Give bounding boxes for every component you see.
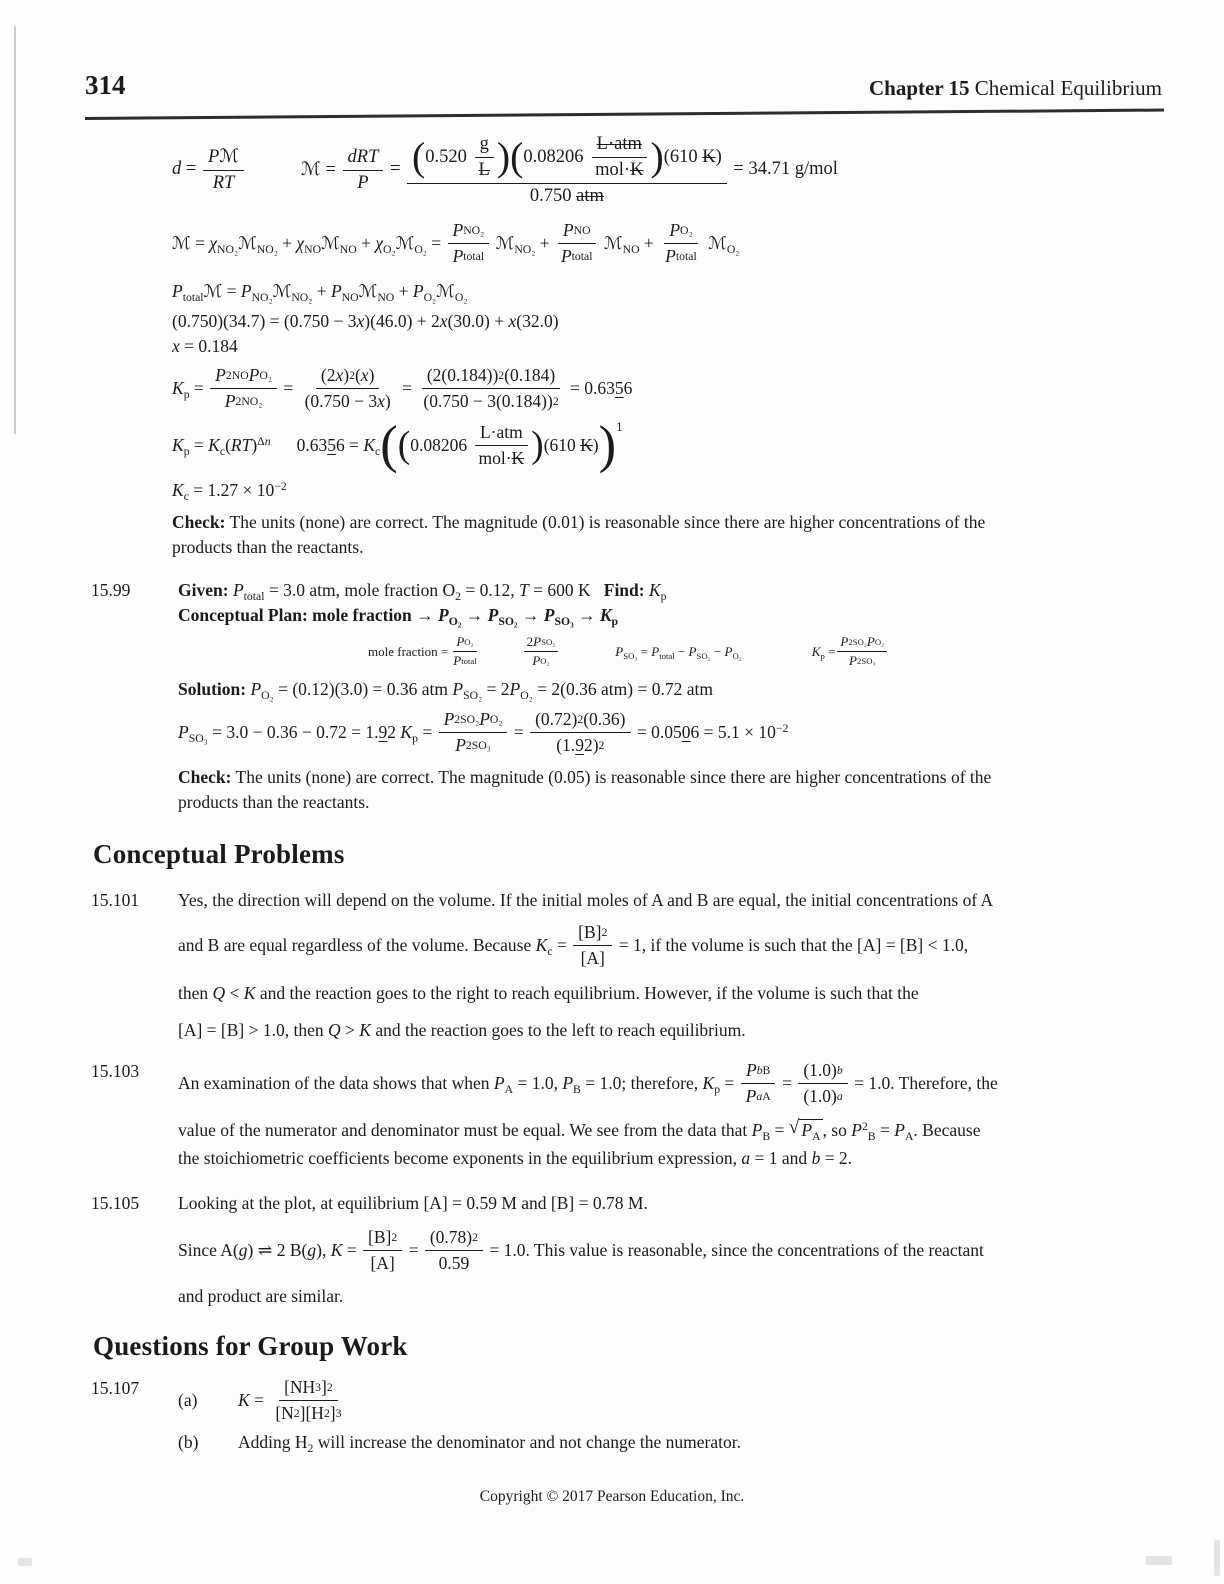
math-text: and B are equal regardless of the volume. Because $K_c$ = <box>178 934 572 958</box>
problem-number: 15.99 <box>91 580 131 600</box>
fraction-denominator: P total <box>452 246 485 266</box>
fraction <box>448 219 490 267</box>
fraction-denominator: P O₂ <box>532 653 550 668</box>
fraction-numerator: [B] 2 <box>573 921 612 946</box>
problem-15-101 <box>85 888 1163 1043</box>
fraction-numerator: P NO₂ <box>448 219 490 244</box>
equation-kp-kc-relation: $K_p = K_c(RT)^{\Delta n}$ $0.6356 = K_c$ ( ( 0.08206 L·atm mol· K ) (610 K) ) 1 <box>172 416 623 474</box>
text-line: and product are similar. <box>178 1286 344 1306</box>
fraction-denominator: P 2 SO₃ <box>849 653 876 668</box>
math-text: = 0.6356 <box>565 377 633 398</box>
math-text: $K_p$ = <box>172 377 209 401</box>
math-text: $K_c = 1.27 \times 10^{-2}$ <box>172 480 287 504</box>
fraction <box>573 921 612 969</box>
fraction-denominator: (1. 9 2) 2 <box>556 735 605 755</box>
fraction-denominator: RT <box>212 173 235 193</box>
page-header <box>85 70 1162 101</box>
problem-body <box>178 1376 742 1456</box>
fraction-numerator: P 2 NO P O₂ <box>210 364 277 389</box>
fraction-denominator: [N 2 ][H 2 ] 3 <box>275 1403 342 1423</box>
fraction-denominator: [A] <box>370 1253 395 1273</box>
solution-line-1: Solution: $P_{O_2} = (0.12)(3.0) = 0.36$ atm $P_{SO_2} = 2P_{O_2} = 2(0.36$ atm) = 0.72 atm <box>178 679 713 703</box>
text-line-with-radical <box>178 1117 998 1144</box>
fraction-denominator: P <box>357 172 369 193</box>
math-text: ℳ = $\chi_{NO_2}ℳ_{NO_2}$ + $\chi_{NO}ℳ_{NO}$ + $\chi_{O_2}ℳ_{O_2}$ = <box>172 232 446 256</box>
math-text: $P_{SO_3} = P_{total} - P_{SO_2} - P_{O_2}$ <box>615 643 742 661</box>
fraction-numerator: P NO <box>558 219 596 244</box>
math-text: = 34.71 g/mol <box>728 159 838 179</box>
math-text: ℳ$_{NO_2}$ + <box>491 232 554 256</box>
fraction-numerator: P O₂ <box>664 219 697 244</box>
part-b <box>178 1432 742 1456</box>
problem-15-107 <box>85 1376 1163 1456</box>
text-line: Looking at the plot, at equilibrium [A] = 0.59 M and [B] = 0.78 M. <box>178 1193 648 1213</box>
fraction <box>837 634 887 669</box>
fraction <box>660 219 702 267</box>
check-line: Check: The units (none) are correct. The magnitude (0.01) is reasonable since there are higher concentrations of the <box>172 512 986 532</box>
fraction-denominator: mol· K <box>595 160 644 180</box>
fraction-numerator: P O₂ <box>453 634 476 652</box>
section-heading-group-work: Questions for Group Work <box>93 1331 408 1361</box>
plan-detail-row <box>368 634 991 669</box>
fraction <box>798 1059 847 1107</box>
scan-smudge <box>1146 1556 1172 1565</box>
fraction-denominator: (0.750 − 3 x ) <box>304 391 391 411</box>
text-line-with-fraction <box>178 921 993 969</box>
part-label: (b) <box>178 1432 199 1452</box>
problem-number: 15.107 <box>91 1378 140 1398</box>
math-text: = <box>397 377 417 398</box>
fraction <box>524 634 559 669</box>
fraction <box>741 1059 776 1107</box>
fraction-numerator: [B] 2 <box>363 1226 402 1251</box>
fraction-numerator: dRT <box>343 146 384 171</box>
fraction-numerator: (0.72) 2 (0.36) <box>530 708 630 733</box>
section-heading-conceptual-problems: Conceptual Problems <box>93 839 345 869</box>
math-text: 0.08206 <box>410 434 472 455</box>
math-text: $K_p = K_c(RT)^{\Delta n}$ <box>172 434 271 458</box>
fraction <box>418 364 563 412</box>
problem-15-103 <box>85 1059 1163 1171</box>
check-line: Check: The units (none) are correct. The magnitude (0.05) is reasonable since there are higher concentrations of the <box>178 767 992 787</box>
radical-icon: √ <box>788 1117 800 1138</box>
math-text: (610 K) <box>543 434 599 455</box>
text-line: then Q < K and the reaction goes to the right to reach equilibrium. However, if the volume is such that the <box>178 983 919 1003</box>
fraction-numerator: L·atm <box>475 421 528 446</box>
fraction-denominator: P a A <box>745 1086 771 1106</box>
math-text: = <box>404 1239 423 1260</box>
fraction <box>530 708 630 756</box>
problem-number: 15.105 <box>91 1193 140 1213</box>
math-text: (610 K) <box>663 146 722 167</box>
worked-solution-previous <box>172 132 1163 560</box>
problem-body <box>178 1059 998 1171</box>
fraction-numerator: P ℳ <box>203 145 244 171</box>
fraction-denominator: (1.0) a <box>803 1086 843 1106</box>
math-text: (0.750)(34.7) = (0.750 − 3x)(46.0) + 2x(30.0) + x(32.0) <box>172 311 559 331</box>
scan-edge-line <box>14 26 16 434</box>
equation-mass-balance <box>172 311 1163 332</box>
math-text: = 1.0. This value is reasonable, since the concentrations of the reactant <box>484 1239 984 1260</box>
math-text: 0.08206 <box>523 146 589 167</box>
fraction-numerator: L·atm <box>592 133 647 158</box>
fraction-numerator: [NH 3 ] 2 <box>279 1376 338 1401</box>
fraction-numerator: (2 x ) 2 ( x ) <box>316 364 379 389</box>
radicand: $P_A$ <box>801 1120 821 1144</box>
math-text: = 1, if the volume is such that the [A] = [B] < 1.0, <box>614 934 969 955</box>
math-text: d = <box>172 159 201 179</box>
page-body <box>85 132 1163 1456</box>
fraction-denominator: P 2 SO₃ <box>455 735 491 755</box>
chapter-label: Chapter 15 <box>869 76 970 100</box>
math-text: An examination of the data shows that when $P_A = 1.0$, $P_B = 1.0$; therefore, $K_p$ = <box>178 1072 739 1096</box>
math-text: $0.6356 = K_c$ <box>296 434 381 458</box>
math-text: $P_{SO_3} = 3.0 - 0.36 - 0.72 = 1.92$ $K_p$ = <box>178 721 437 745</box>
fraction-numerator: 2 P SO₂ <box>524 634 559 652</box>
text-line: the stoichiometric coefficients become exponents in the equilibrium expression, a = 1 and b = 2. <box>178 1148 853 1168</box>
footer-copyright: Copyright © 2017 Pearson Education, Inc. <box>479 1488 745 1505</box>
fraction <box>450 634 479 669</box>
math-text: Since A(g) ⇌ 2 B(g), K = <box>178 1239 362 1260</box>
page-number: 314 <box>85 70 126 100</box>
equation-kc-value <box>172 480 1163 504</box>
fraction-denominator: P total <box>560 246 593 266</box>
fraction-numerator: P 2 SO₂ P O₂ <box>837 634 887 652</box>
math-text: ℳ$_{O_2}$ <box>703 232 740 256</box>
fraction-denominator: 0.750 atm <box>529 186 604 206</box>
problem-number: 15.103 <box>91 1061 140 1081</box>
fraction <box>474 133 495 181</box>
math-text: $K_p$ = <box>811 643 836 661</box>
check-paragraph <box>178 765 991 815</box>
solution-line-2 <box>178 708 991 756</box>
problem-body <box>178 578 991 815</box>
fraction <box>407 132 727 207</box>
math-text: 0.520 <box>425 146 472 167</box>
fraction <box>590 133 648 181</box>
problem-body <box>178 888 993 1043</box>
text-line: Adding $H_2$ will increase the denominator and not change the numerator. <box>238 1432 742 1456</box>
chapter-title: Chemical Equilibrium <box>969 76 1162 100</box>
problem-15-105 <box>85 1191 1163 1309</box>
text-line-with-fraction <box>178 1226 984 1274</box>
math-text: x = 0.184 <box>172 336 238 356</box>
part-label: (a) <box>178 1389 198 1410</box>
equation-mole-fraction-mixture <box>172 219 1163 267</box>
math-text: = $0.0506 = 5.1 \times 10^{-2}$ <box>632 721 789 742</box>
fraction-numerator: ( 0.520 $\frac{g}{L}$ ) ( 0.08206 L·atm mol· K ) (610 K) <box>407 132 727 184</box>
chapter-header <box>869 76 1162 101</box>
math-text: ℳ$_{NO}$ + <box>599 232 659 256</box>
fraction-numerator: P b B <box>741 1059 775 1084</box>
fraction <box>270 1376 346 1424</box>
check-line: products than the reactants. <box>172 537 364 557</box>
fraction <box>343 146 384 194</box>
math-text: = <box>777 1072 797 1093</box>
fraction <box>556 219 598 267</box>
fraction <box>210 364 277 412</box>
equation-density-molar-mass <box>172 132 1163 207</box>
fraction-denominator: 0.59 <box>438 1253 470 1273</box>
problem-number: 15.101 <box>91 890 140 910</box>
fraction-numerator: (0.78) 2 <box>425 1226 483 1251</box>
text-line: Yes, the direction will depend on the volume. If the initial moles of A and B are equal, the initial concentrations of A <box>178 890 994 910</box>
math-text: = <box>385 159 406 179</box>
math-text: $P_{total}ℳ$ = $P_{NO_2}ℳ_{NO_2}$ + $P_{NO}ℳ_{NO}$ + $P_{O_2}ℳ_{O_2}$ <box>172 281 468 305</box>
problem-body <box>178 1191 984 1309</box>
problem-15-99 <box>85 578 1163 815</box>
math-text: , so $P^2_B = P_A$. Because <box>822 1119 981 1143</box>
fraction-denominator: P total <box>665 246 697 266</box>
math-text: = <box>278 377 298 398</box>
header-rule <box>85 109 1164 120</box>
exponent: 1 <box>616 419 623 434</box>
fraction <box>300 364 396 412</box>
fraction <box>425 1226 483 1274</box>
check-line: products than the reactants. <box>178 792 370 812</box>
math-text: mole fraction = <box>368 643 449 659</box>
fraction <box>203 145 244 194</box>
fraction-numerator: (1.0) b <box>798 1059 847 1084</box>
check-paragraph <box>172 510 1163 560</box>
equation-kp-expression <box>172 364 1163 412</box>
fraction-denominator: L <box>478 160 490 180</box>
given-line: Given: $P_{total} = 3.0$ atm, mole fraction $O_2 = 0.12$, T = 600 K Find: $K_p$ <box>178 580 667 604</box>
fraction <box>363 1226 402 1274</box>
conceptual-plan-line: Conceptual Plan: mole fraction → $P_{O_2} \to P_{SO_2} \to P_{SO_3} \to K_p$ <box>178 605 619 629</box>
equation-total-pressure-mass <box>172 281 1163 305</box>
fraction-numerator: g <box>475 133 494 158</box>
fraction-denominator: mol· K <box>478 448 525 468</box>
fraction-denominator: P total <box>453 653 477 668</box>
square-root <box>788 1117 823 1144</box>
fraction-denominator: P 2 NO₂ <box>224 391 263 411</box>
fraction-denominator: [A] <box>580 948 605 968</box>
fraction-numerator: (2(0.184)) 2 (0.184) <box>422 364 560 389</box>
fraction <box>473 421 529 469</box>
math-text: value of the numerator and denominator must be equal. We see from the data that $P_B$ = <box>178 1119 789 1143</box>
scan-smudge <box>1214 1540 1220 1576</box>
math-text: ℳ = <box>301 159 341 180</box>
scan-smudge <box>18 1558 32 1566</box>
fraction <box>439 708 508 756</box>
math-text: K = <box>238 1389 269 1410</box>
fraction-numerator: P 2 SO₂ P O₂ <box>439 708 508 733</box>
math-text: = <box>509 721 529 742</box>
text-line-with-fraction <box>178 1059 998 1107</box>
fraction-denominator: (0.750 − 3(0.184)) 2 <box>423 391 559 411</box>
part-a <box>178 1376 741 1424</box>
equation-x-value <box>172 336 1163 357</box>
math-text: = 1.0. Therefore, the <box>849 1072 998 1093</box>
text-line: [A] = [B] > 1.0, then Q > K and the reaction goes to the left to reach equilibrium. <box>178 1020 746 1040</box>
